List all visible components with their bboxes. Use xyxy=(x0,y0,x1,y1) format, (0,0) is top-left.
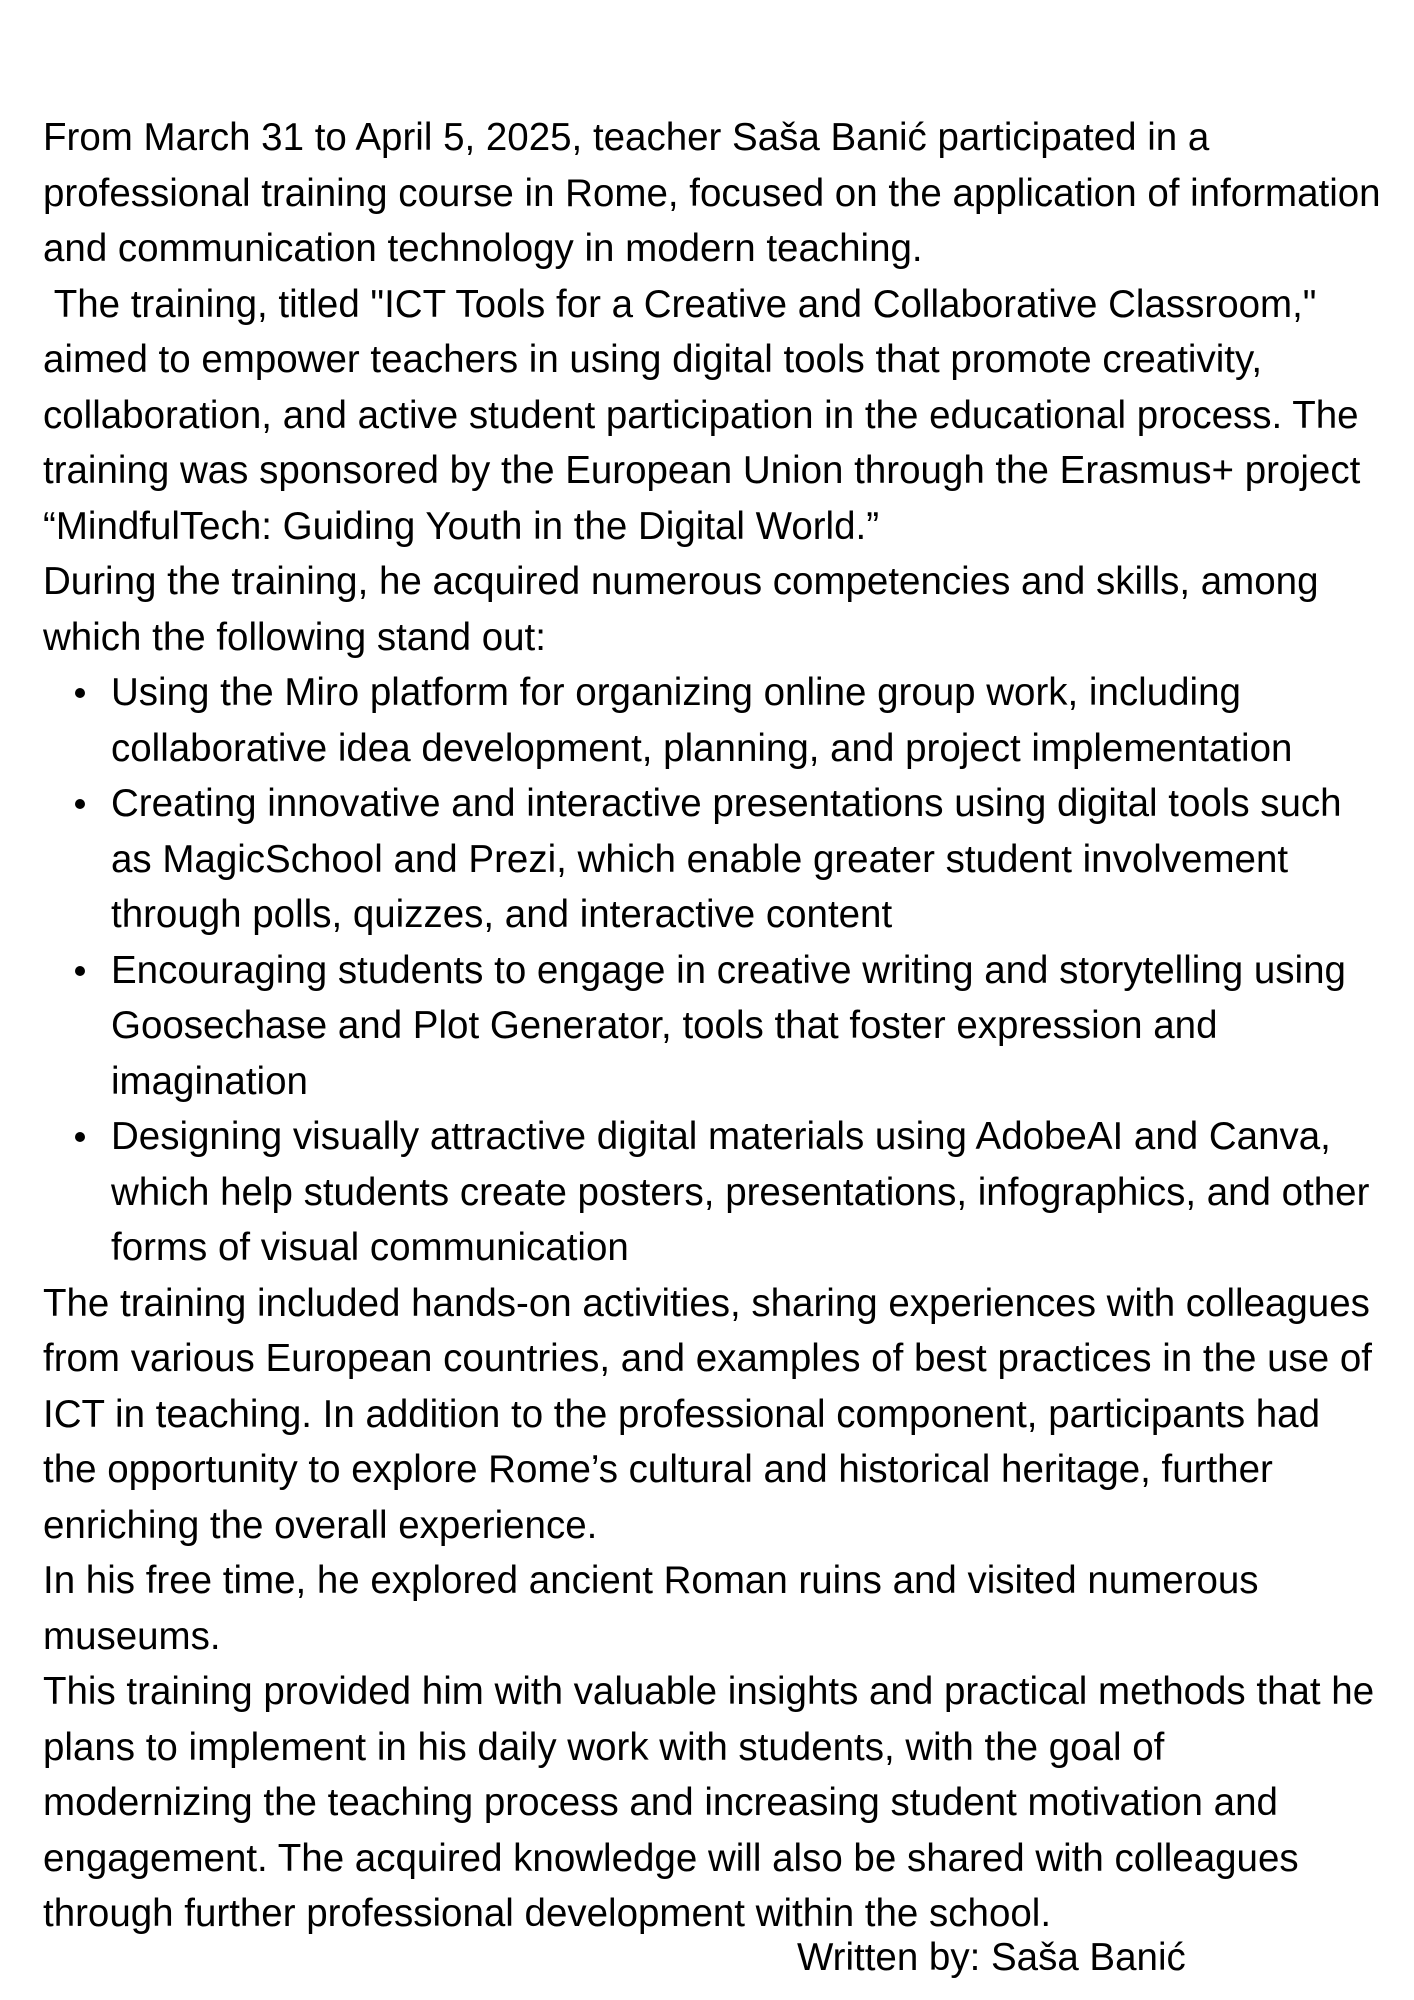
list-item-text: Using the Miro platform for organizing online group work, including collaborative idea development, planning, and project implementation xyxy=(111,671,1293,770)
conclusion-paragraph: This training provided him with valuable insights and practical methods that he plans to implement in his daily work with students, with the goal of modernizing the teaching process and increasing student motivation and engagement. The acquired knowledge will also be shared with colleagues through further professional development within the school. xyxy=(43,1670,1375,1935)
bullet-icon xyxy=(75,688,85,698)
bullet-icon xyxy=(75,799,85,809)
skills-list xyxy=(43,665,1383,1276)
list-item-text: Creating innovative and interactive presentations using digital tools such as MagicSchool and Prezi, which enable greater student involvement through polls, quizzes, and interactive content xyxy=(111,782,1342,936)
intro-paragraph: From March 31 to April 5, 2025, teacher Saša Banić participated in a professional training course in Rome, focused on the application of information and communication technology in modern teaching. xyxy=(43,116,1381,270)
list-item xyxy=(111,1109,1383,1276)
competencies-intro-paragraph: During the training, he acquired numerous competencies and skills, among which the following stand out: xyxy=(43,560,1319,659)
list-item xyxy=(111,776,1383,943)
list-item xyxy=(111,943,1383,1110)
bullet-icon xyxy=(75,966,85,976)
bullet-icon xyxy=(75,1132,85,1142)
training-title-paragraph: The training, titled "ICT Tools for a Creative and Collaborative Classroom," aimed to empower teachers in using digital tools that promote creativity, collaboration, and active student participation in the educational process. The training was sponsored by the European Union through the Erasmus+ project “MindfulTech: Guiding Youth in the Digital World.” xyxy=(43,282,1371,548)
article-body xyxy=(43,110,1383,1942)
list-item-text: Designing visually attractive digital materials using AdobeAI and Canva, which help students create posters, presentations, infographics, and other forms of visual communication xyxy=(111,1115,1370,1269)
activities-paragraph: The training included hands-on activities, sharing experiences with colleagues from various European countries, and examples of best practices in the use of ICT in teaching. In addition to the professional component, participants had the opportunity to explore Rome’s cultural and historical heritage, further enriching the overall experience. xyxy=(43,1281,1372,1547)
list-item xyxy=(111,665,1383,776)
author-signature: Written by: Saša Banić xyxy=(797,1936,1186,1979)
list-item-text: Encouraging students to engage in creative writing and storytelling using Goosechase and Plot Generator, tools that foster expression and imagination xyxy=(111,948,1346,1103)
free-time-paragraph: In his free time, he explored ancient Roman ruins and visited numerous museums. xyxy=(43,1559,1259,1658)
